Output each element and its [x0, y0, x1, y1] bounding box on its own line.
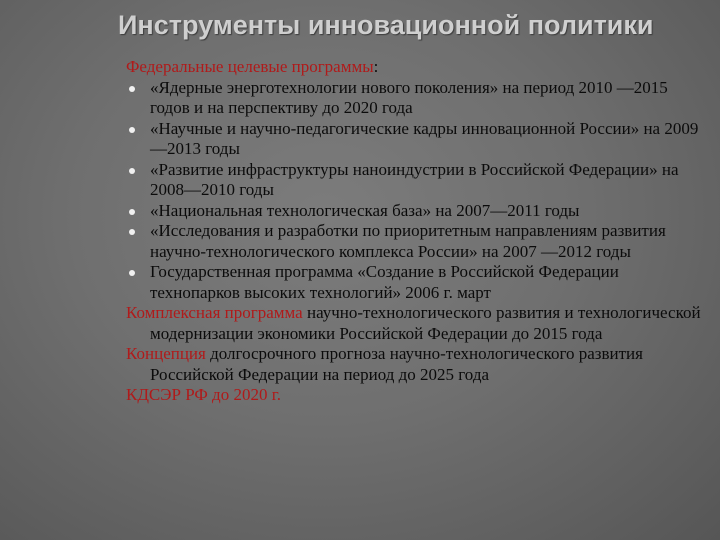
bullet-icon	[129, 168, 135, 174]
section-complex-program	[126, 303, 701, 344]
bullet-icon	[129, 229, 135, 235]
list-item-text: «Исследования и разработки по приоритетным направлениям развития научно-технологического комплекса России» на 2007 —2012 годы	[150, 221, 666, 261]
list-item	[126, 78, 701, 119]
concept-text: долгосрочного прогноза научно-технологического развития Российской Федерации на период до 2025 года	[150, 344, 643, 384]
list-item-text: Государственная программа «Создание в Российской Федерации технопарков высоких технологий» 2006 г. март	[150, 262, 619, 302]
list-item	[126, 221, 701, 262]
section-kdser	[126, 385, 701, 406]
list-item-text: «Ядерные энерготехнологии нового поколения» на период 2010 —2015 годов и на перспективу до 2020 года	[150, 77, 668, 117]
list-item-text: «Научные и научно-педагогические кадры инновационной России» на 2009—2013 годы	[150, 118, 699, 158]
list-item-text: «Национальная технологическая база» на 2007—2011 годы	[150, 200, 580, 220]
list-item	[126, 262, 701, 303]
list-item	[126, 119, 701, 160]
concept-heading: Концепция	[126, 344, 206, 363]
federal-programs-heading: Федеральные целевые программы	[126, 57, 374, 76]
kdser-text: КДСЭР РФ до 2020 г.	[126, 385, 282, 404]
bullet-icon	[129, 86, 135, 92]
section-federal-programs	[126, 57, 701, 78]
list-item	[126, 160, 701, 201]
slide-content	[126, 57, 701, 406]
slide-title: Инструменты инновационной политики	[118, 10, 654, 40]
bullet-icon	[129, 270, 135, 276]
federal-programs-colon: :	[373, 57, 379, 76]
list-item	[126, 201, 701, 222]
complex-program-text: научно-технологического развития и технологической модернизации экономики Российской Федерации до 2015 года	[150, 303, 701, 343]
complex-program-heading: Комплексная программа	[126, 303, 303, 322]
bullet-icon	[129, 209, 135, 215]
section-concept	[126, 344, 701, 385]
list-item-text: «Развитие инфраструктуры наноиндустрии в Российской Федерации» на 2008—2010 годы	[150, 159, 679, 199]
bullet-icon	[129, 127, 135, 133]
